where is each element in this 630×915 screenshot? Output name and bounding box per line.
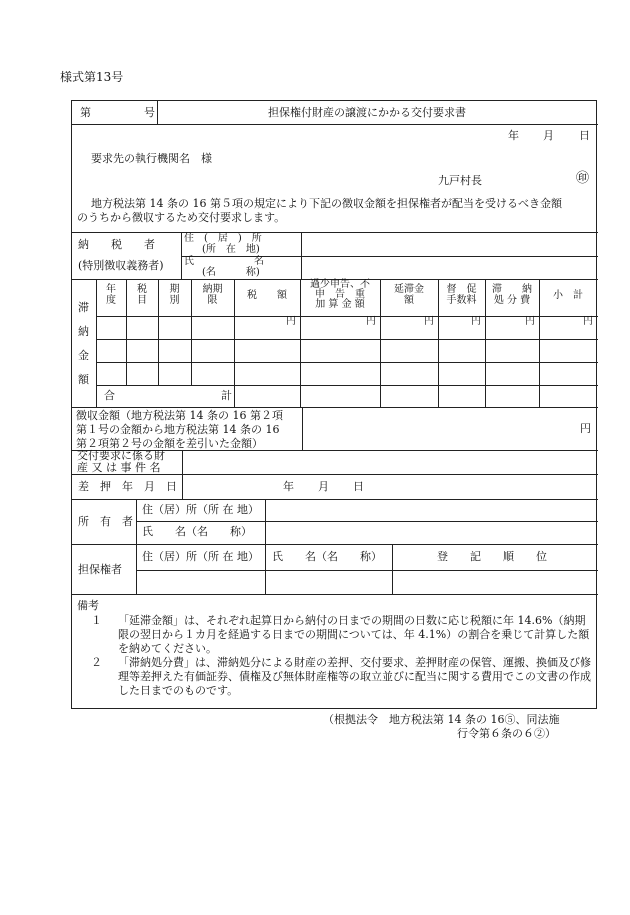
secured-party-label: 担保権者 [78, 563, 122, 576]
note-2-number: ２ [91, 656, 102, 669]
document-title: 担保権付財産の譲渡にかかる交付要求書 [268, 106, 466, 119]
side-char-3: 金 [78, 349, 89, 362]
seizure-day: 日 [353, 480, 364, 493]
payer-address-sub: (所 在 地) [202, 244, 260, 255]
header-penalty: 過少申告、不 申 告 重 加 算 金 額 [310, 279, 370, 310]
number-label-left: 第 [80, 106, 91, 119]
payer-name-label: 氏 名 [184, 256, 264, 267]
payer-address-label: 住 ( 居 ) 所 [184, 233, 262, 244]
property-label: 交付要求に係る財 産 又 は 事 件 名 [77, 449, 165, 474]
date-year: 年 [508, 129, 519, 142]
seal-mark: ㊞ [576, 171, 590, 186]
owner-address-label: 住（居）所（所 在 地） [142, 503, 259, 516]
seizure-date-label: 差 押 年 月 日 [78, 480, 177, 493]
header-period: 期 別 [169, 284, 180, 306]
header-delinquency: 延滞金 額 [394, 284, 424, 306]
seizure-year: 年 [283, 480, 294, 493]
payer-label: 納 税 者 [78, 238, 155, 251]
legal-basis-line-2: 行令第６条の６②） [457, 727, 556, 740]
intro-line-2: のうちから徴収するため交付要求します。 [77, 211, 286, 224]
number-label-right: 号 [144, 106, 155, 119]
header-year: 年 度 [106, 284, 116, 306]
date-day: 日 [579, 129, 590, 142]
yen-tax: 円 [286, 316, 296, 327]
side-char-4: 額 [78, 373, 89, 386]
yen-penalty: 円 [366, 316, 376, 327]
notes-title: 備考 [77, 599, 99, 612]
seizure-month: 月 [318, 480, 329, 493]
yen-reminder: 円 [471, 316, 481, 327]
header-reminder-fee: 督 促 手数料 [446, 284, 477, 306]
collection-amount-label: 徴収金額（地方税法第 14 条の 16 第２項 第１号の金額から地方税法第 14 条の 16 第２項第２号の金額を差引いた金額） [76, 409, 283, 450]
header-tax-amount: 税 額 [247, 290, 287, 301]
side-char-2: 納 [78, 325, 89, 338]
header-disposition-cost: 滞 納 処 分 費 [492, 284, 532, 306]
payer-sub-label: (特別徴収義務者) [78, 259, 164, 272]
yen-disposition: 円 [525, 316, 535, 327]
note-1-number: １ [91, 614, 102, 627]
yen-subtotal: 円 [583, 316, 593, 327]
issuer: 九戸村長 [438, 174, 482, 187]
total-label-left: 合 [104, 389, 115, 402]
registration-order-label: 登 記 順 位 [437, 550, 547, 563]
form-number: 様式第13号 [60, 70, 124, 84]
note-2-text: 「滞納処分費」は、滞納処分による財産の差押、交付要求、差押財産の保管、運搬、換価及び修理等差押えた有価証券、債権及び無体財産権等の取立並びに配当に関する費用でこの文書の作成した日までのものです。 [118, 656, 591, 697]
total-label-right: 計 [221, 389, 232, 402]
owner-label: 所 有 者 [78, 515, 133, 528]
header-subtotal: 小 計 [553, 290, 583, 301]
secured-address-label: 住（居）所（所 在 地） [142, 550, 259, 563]
intro-line-1: 地方税法第 14 条の 16 第５項の規定により下記の徴収金額を担保権者が配当を受けるべき金額 [91, 197, 562, 210]
header-due-date: 納期 限 [202, 284, 223, 306]
note-1-text: 「延滞金額」は、それぞれ起算日から納付の日までの期間の日数に応じ税額に年 14.6%（納期限の翌日から１カ月を経過する日までの期間については、年 4.1%）の割合を乗じて計算した額を納めてください。 [118, 614, 590, 655]
secured-name-label: 氏 名（名 称） [272, 550, 382, 563]
collection-yen: 円 [580, 422, 591, 435]
side-char-1: 滞 [78, 301, 89, 314]
header-tax-item: 税 目 [137, 284, 147, 306]
yen-delinquency: 円 [424, 316, 434, 327]
owner-name-label: 氏 名（名 称） [142, 525, 252, 538]
addressee: 要求先の執行機関名 様 [91, 152, 212, 165]
legal-basis-line-1: （根拠法令 地方税法第 14 条の 16⑤、同法施 [323, 713, 560, 726]
date-month: 月 [543, 129, 554, 142]
payer-name-sub: (名 称) [202, 267, 260, 278]
